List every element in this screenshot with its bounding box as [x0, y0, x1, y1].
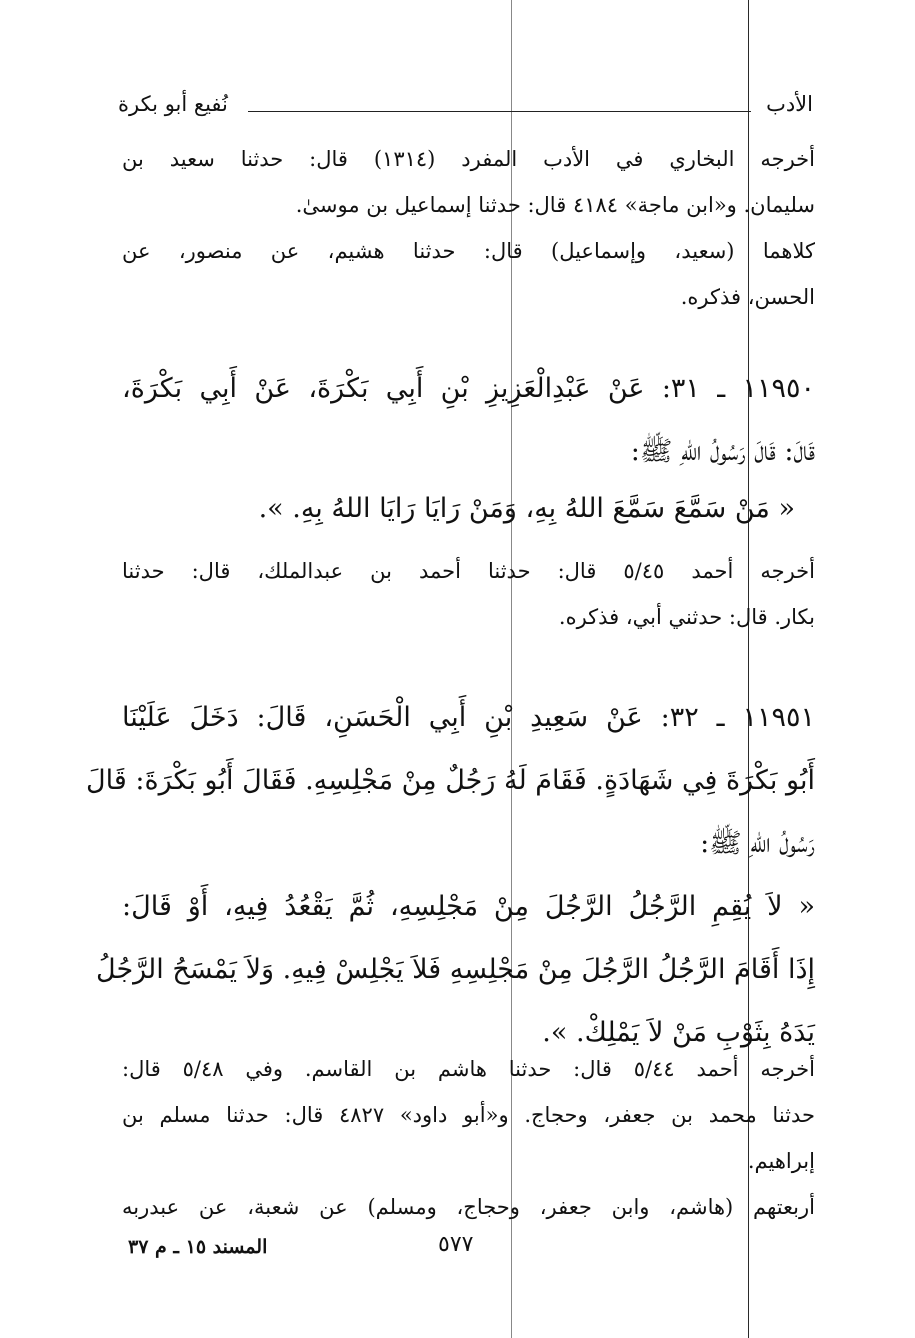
text-line: كلاهما (سعيد، وإسماعيل) قال: حدثنا هشيم، عن منصور، عن: [122, 239, 815, 263]
header-rule: [248, 111, 751, 112]
page-number: ٥٧٧: [438, 1232, 474, 1257]
section-title: نُفيع أبو بكرة: [118, 92, 228, 116]
hadith-isnad: رَسُولُ اللهِ ﷺ:: [700, 828, 815, 859]
text-line: بكار. قال: حدثني أبي، فذكره.: [558, 605, 815, 629]
page-footer: [128, 1232, 815, 1266]
text-line: أخرجه أحمد ٥/٤٥ قال: حدثنا أحمد بن عبدالملك، قال: حدثنا: [122, 559, 815, 583]
hadith-isnad: أَبُو بَكْرَةَ فِي شَهَادَةٍ. فَقَامَ لَهُ رَجُلٌ مِنْ مَجْلِسِهِ. فَقَالَ أَبُو بَكْرَةَ: قَالَ: [86, 765, 815, 796]
text-line: إبراهيم.: [747, 1149, 815, 1173]
hadith-isnad: ١١٩٥١ ـ ٣٢: عَنْ سَعِيدِ بْنِ أَبِي الْحَسَنِ، قَالَ: دَخَلَ عَلَيْنَا: [122, 702, 815, 733]
hadith-matn-line: إِذَا أَقَامَ الرَّجُلُ الرَّجُلَ مِنْ مَجْلِسِهِ فَلاَ يَجْلِسْ فِيهِ. وَلاَ يَمْسَحُ الرَّجُلُ: [96, 954, 815, 985]
hadith-11950: [122, 357, 815, 483]
text-line: الحسن، فذكره.: [680, 285, 815, 309]
text-line: أخرجه البخاري في الأدب المفرد (١٣١٤) قال: حدثنا سعيد بن: [122, 147, 815, 171]
hadith-matn-line: « لاَ يُقِمِ الرَّجُلُ الرَّجُلَ مِنْ مَجْلِسِهِ، ثُمَّ يَقْعُدُ فِيهِ، أَوْ قَالَ:: [122, 891, 815, 922]
text-line: حدثنا محمد بن جعفر، وحجاج. و«أبو داود» ٤٨٢٧ قال: حدثنا مسلم بن: [122, 1103, 815, 1127]
takhrij-note: [122, 1046, 815, 1230]
takhrij-note: [122, 136, 815, 320]
hadith-isnad: ١١٩٥٠ ـ ٣١: عَنْ عَبْدِالْعَزِيزِ بْنِ أَبِي بَكْرَةَ، عَنْ أَبِي بَكْرَةَ،: [122, 373, 815, 404]
hadith-isnad: قَالَ: قَالَ رَسُولُ اللهِ ﷺ:: [630, 436, 815, 467]
takhrij-note: [122, 548, 815, 640]
text-line: أربعتهم (هاشم، وابن جعفر، وحجاج، ومسلم) عن شعبة، عن عبدربه: [122, 1195, 815, 1219]
text-line: سليمان. و«ابن ماجة» ٤١٨٤ قال: حدثنا إسماعيل بن موسىٰ.: [295, 193, 815, 217]
running-header: [118, 92, 813, 122]
printer-signature: المسند ١٥ ـ م ٣٧: [128, 1236, 268, 1258]
hadith-matn-line: « مَنْ سَمَّعَ سَمَّعَ اللهُ بِهِ، وَمَنْ رَايَا رَايَا اللهُ بِهِ. ».: [258, 493, 795, 524]
hadith-matn-line: يَدَهُ بِثَوْبِ مَنْ لاَ يَمْلِكْ. ».: [542, 1017, 815, 1048]
hadith-11951: [86, 686, 815, 1064]
chapter-title: الأدب: [766, 92, 813, 116]
hadith-matn: [122, 477, 815, 540]
text-line: أخرجه أحمد ٥/٤٤ قال: حدثنا هاشم بن القاسم. وفي ٥/٤٨ قال:: [122, 1057, 815, 1081]
